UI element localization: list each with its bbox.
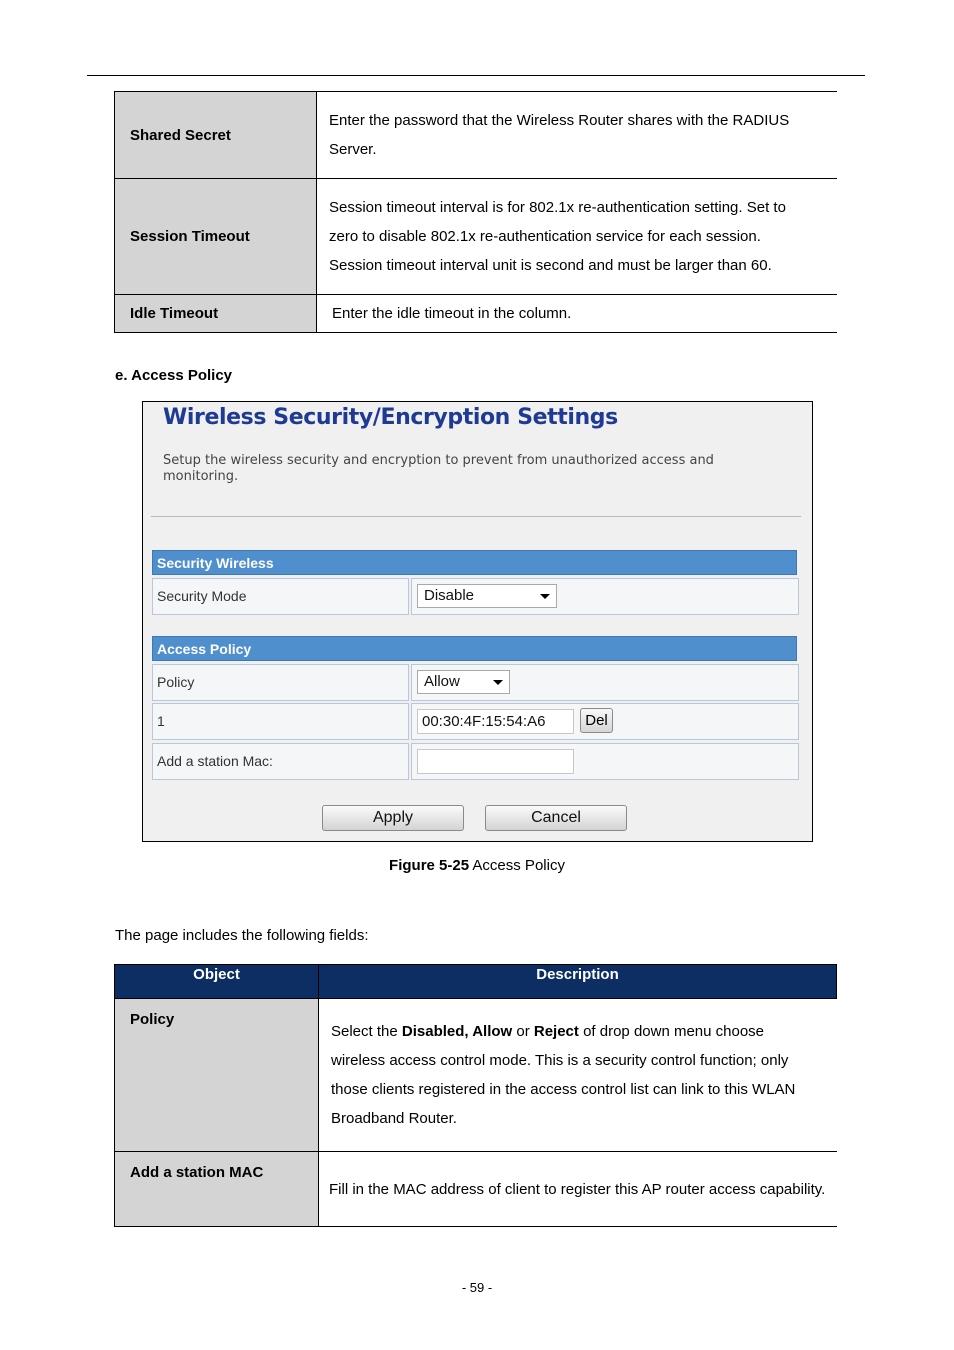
chevron-down-icon [493,680,503,685]
divider [151,516,801,517]
panel-description: Setup the wireless security and encryption to prevent from unauthorized access and monitoring. [163,453,714,484]
table-header-row [115,965,837,999]
description-bold: Disabled, Allow [401,1023,513,1040]
table-row [115,295,838,333]
table-row [115,179,838,295]
security-mode-label: Security Mode [152,578,409,615]
policy-row [152,664,800,701]
description-line: zero to disable 802.1x re-authentication service for each session. [329,228,761,245]
description-cell [317,92,838,179]
section-heading: e. Access Policy [115,367,233,384]
policy-cell [411,664,799,701]
security-mode-cell [411,578,799,615]
description-line: those clients registered in the access control list can link to this WLAN [331,1081,796,1098]
description-line: Broadband Router. [331,1110,457,1127]
chevron-down-icon [540,594,550,599]
description-bold: Reject [533,1023,579,1040]
security-mode-value: Disable [424,587,475,604]
table-row [115,1152,837,1227]
del-button[interactable]: Del [580,708,613,733]
mac-entry-cell [411,703,799,740]
description-cell [317,295,838,333]
description-line: Server. [329,141,377,158]
object-cell: Add a station MAC [115,1152,319,1227]
cancel-button[interactable]: Cancel [485,805,627,831]
mac-entry-index: 1 [152,703,409,740]
description-cell [319,999,837,1152]
description-text: or [512,1023,534,1040]
mac-entry-field[interactable]: 00:30:4F:15:54:A6 [417,709,574,734]
intro-text: The page includes the following fields: [115,927,369,944]
add-station-row [152,743,800,780]
security-mode-select[interactable] [417,584,557,608]
add-station-cell [411,743,799,780]
description-line: Enter the password that the Wireless Router shares with the RADIUS [329,112,790,129]
policy-label: Policy [152,664,409,701]
figure-caption [0,857,954,874]
object-cell: Shared Secret [115,92,317,179]
security-mode-row [152,578,800,615]
object-cell: Policy [115,999,319,1152]
description-line: wireless access control mode. This is a security control function; only [331,1052,789,1069]
policy-select[interactable] [417,670,510,694]
mac-entry-row [152,703,800,740]
panel-title: Wireless Security/Encryption Settings [163,405,618,430]
object-cell: Idle Timeout [115,295,317,333]
object-cell: Session Timeout [115,179,317,295]
add-station-label: Add a station Mac: [152,743,409,780]
apply-button[interactable]: Apply [322,805,464,831]
policy-value: Allow [424,673,460,690]
object-column-header: Object [115,965,319,999]
radius-fields-table [114,91,837,333]
figure-title: Access Policy [469,857,565,874]
header-rule [87,75,865,76]
description-line: Enter the idle timeout in the column. [332,305,572,322]
description-cell [317,179,838,295]
description-text: Select the [331,1023,402,1040]
description-cell: Fill in the MAC address of client to register this AP router access capability. [319,1152,837,1227]
description-column-header: Description [319,965,837,999]
access-policy-screenshot [142,401,813,842]
description-line: Session timeout interval unit is second and must be larger than 60. [329,257,772,274]
description-text: of drop down menu choose [578,1023,765,1040]
access-policy-header: Access Policy [152,636,797,661]
description-line: Session timeout interval is for 802.1x re-authentication setting. Set to [329,199,786,216]
add-station-input[interactable] [417,749,574,774]
security-wireless-header: Security Wireless [152,550,797,575]
table-row [115,92,838,179]
figure-number: Figure 5-25 [389,857,470,874]
page-number: - 59 - [461,1280,493,1295]
access-policy-fields-table [114,964,837,1227]
table-row [115,999,837,1152]
